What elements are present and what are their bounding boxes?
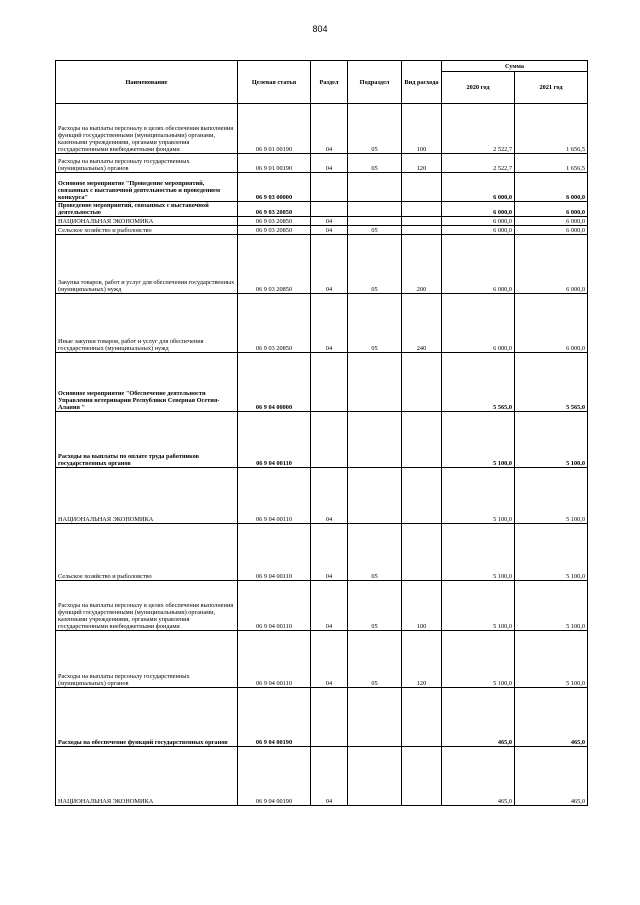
cell-2020: 5 100,0 [442, 412, 515, 468]
cell-kind [402, 217, 442, 226]
cell-name: Расходы на выплаты персоналу государственных (муниципальных) органов [56, 631, 238, 688]
table-row [56, 412, 588, 468]
cell-2020: 6 000,0 [442, 217, 515, 226]
cell-section: 04 [311, 581, 348, 631]
header-year-2020: 2020 год [442, 72, 515, 104]
header-subsection: Подраздел [348, 61, 402, 104]
cell-2021: 6 000,0 [515, 294, 588, 353]
header-section: Раздел [311, 61, 348, 104]
header-year-2021: 2021 год [515, 72, 588, 104]
cell-section: 04 [311, 154, 348, 173]
cell-section: 04 [311, 226, 348, 235]
cell-2021: 5 100,0 [515, 524, 588, 581]
cell-section [311, 412, 348, 468]
cell-code: 06 9 04 00110 [238, 581, 311, 631]
cell-code: 06 9 04 00000 [238, 353, 311, 412]
table-row [56, 217, 588, 226]
cell-kind [402, 412, 442, 468]
cell-2020: 6 000,0 [442, 173, 515, 202]
table-body [56, 104, 588, 806]
table-row [56, 154, 588, 173]
cell-2020: 5 100,0 [442, 468, 515, 524]
cell-name: Расходы на выплаты персоналу государственных (муниципальных) органов [56, 154, 238, 173]
cell-kind: 200 [402, 235, 442, 294]
cell-2020: 5 100,0 [442, 524, 515, 581]
header-name: Наименование [56, 61, 238, 104]
cell-name: НАЦИОНАЛЬНАЯ ЭКОНОМИКА [56, 217, 238, 226]
cell-section: 04 [311, 104, 348, 154]
cell-2021: 6 000,0 [515, 226, 588, 235]
cell-code: 06 9 04 00110 [238, 631, 311, 688]
cell-subsection: 05 [348, 235, 402, 294]
table-row [56, 104, 588, 154]
cell-subsection [348, 173, 402, 202]
cell-section: 04 [311, 217, 348, 226]
cell-kind [402, 468, 442, 524]
cell-2021: 6 000,0 [515, 202, 588, 217]
cell-2020: 465,0 [442, 688, 515, 747]
table-row [56, 581, 588, 631]
cell-name: Закупка товаров, работ и услуг для обеспечения государственных (муниципальных) нужд [56, 235, 238, 294]
cell-code: 06 9 04 00110 [238, 412, 311, 468]
cell-name: Расходы на обеспечение функций государственных органов [56, 688, 238, 747]
cell-2020: 5 100,0 [442, 631, 515, 688]
cell-kind: 100 [402, 581, 442, 631]
cell-code: 06 9 04 00110 [238, 468, 311, 524]
cell-subsection [348, 468, 402, 524]
cell-subsection [348, 412, 402, 468]
cell-section: 04 [311, 524, 348, 581]
table-row [56, 294, 588, 353]
cell-2020: 465,0 [442, 747, 515, 806]
cell-2020: 6 000,0 [442, 294, 515, 353]
cell-2021: 1 656,5 [515, 154, 588, 173]
cell-subsection [348, 747, 402, 806]
table-row [56, 235, 588, 294]
cell-section [311, 173, 348, 202]
cell-section [311, 202, 348, 217]
cell-2020: 2 522,7 [442, 104, 515, 154]
cell-section [311, 688, 348, 747]
cell-2021: 1 656,5 [515, 104, 588, 154]
cell-section: 04 [311, 468, 348, 524]
cell-name: Расходы на выплаты персоналу в целях обеспечения выполнения функций государственными (муниципальными) органами, казенными учреждениями, органами управления государственными внебюджетными фондами [56, 581, 238, 631]
cell-name: Проведение мероприятий, связанных с выставочной деятельностью [56, 202, 238, 217]
cell-name: Расходы на выплаты персоналу в целях обеспечения выполнения функций государственными (муниципальными) органами, казенными учреждениями, органами управления государственными внебюджетными фондами [56, 104, 238, 154]
cell-code: 06 9 03 20850 [238, 202, 311, 217]
cell-name: Иные закупки товаров, работ и услуг для обеспечения государственных (муниципальных) нужд [56, 294, 238, 353]
cell-2021: 6 000,0 [515, 235, 588, 294]
cell-2021: 5 100,0 [515, 412, 588, 468]
cell-kind: 240 [402, 294, 442, 353]
cell-2020: 6 000,0 [442, 226, 515, 235]
cell-name: НАЦИОНАЛЬНАЯ ЭКОНОМИКА [56, 468, 238, 524]
cell-2021: 465,0 [515, 747, 588, 806]
cell-2021: 6 000,0 [515, 217, 588, 226]
table-row [56, 468, 588, 524]
cell-subsection [348, 202, 402, 217]
cell-code: 06 9 01 00190 [238, 154, 311, 173]
cell-2021: 5 100,0 [515, 468, 588, 524]
cell-kind [402, 173, 442, 202]
cell-kind [402, 747, 442, 806]
cell-2020: 2 522,7 [442, 154, 515, 173]
cell-code: 06 9 04 00110 [238, 524, 311, 581]
cell-kind [402, 202, 442, 217]
cell-name: Расходы на выплаты по оплате труда работников государственных органов [56, 412, 238, 468]
table-row [56, 202, 588, 217]
cell-subsection: 05 [348, 294, 402, 353]
page-number: 804 [312, 24, 328, 34]
cell-section: 04 [311, 747, 348, 806]
cell-subsection: 05 [348, 631, 402, 688]
cell-code: 06 9 03 20850 [238, 294, 311, 353]
cell-2021: 6 000,0 [515, 173, 588, 202]
cell-2021: 5 100,0 [515, 581, 588, 631]
cell-code: 06 9 04 00190 [238, 688, 311, 747]
cell-section: 04 [311, 235, 348, 294]
cell-2020: 5 565,0 [442, 353, 515, 412]
cell-subsection [348, 217, 402, 226]
cell-2021: 5 100,0 [515, 631, 588, 688]
cell-section: 04 [311, 294, 348, 353]
table-row [56, 631, 588, 688]
header-kind: Вид расхода [402, 61, 442, 104]
cell-name: Основное мероприятие "Проведение мероприятий, связанных с выставочной деятельностью и проведением конкурса" [56, 173, 238, 202]
cell-2020: 5 100,0 [442, 581, 515, 631]
cell-code: 06 9 03 20850 [238, 226, 311, 235]
cell-kind [402, 353, 442, 412]
cell-subsection: 05 [348, 226, 402, 235]
cell-code: 06 9 04 00190 [238, 747, 311, 806]
budget-table [55, 60, 588, 806]
header-sum: Сумма [442, 61, 588, 72]
cell-code: 06 9 01 00190 [238, 104, 311, 154]
cell-section: 04 [311, 631, 348, 688]
cell-code: 06 9 03 20850 [238, 235, 311, 294]
cell-kind: 120 [402, 631, 442, 688]
cell-name: Основное мероприятие "Обеспечение деятельности Управления ветеринарии Республики Северная Осетия-Алания " [56, 353, 238, 412]
table-row [56, 688, 588, 747]
cell-name: Сельское хозяйство и рыболовство [56, 524, 238, 581]
cell-name: Сельское хозяйство и рыболовство [56, 226, 238, 235]
cell-subsection: 05 [348, 581, 402, 631]
table-row [56, 524, 588, 581]
cell-name: НАЦИОНАЛЬНАЯ ЭКОНОМИКА [56, 747, 238, 806]
cell-subsection: 05 [348, 154, 402, 173]
table-row [56, 353, 588, 412]
cell-2021: 465,0 [515, 688, 588, 747]
cell-code: 06 9 03 00000 [238, 173, 311, 202]
cell-subsection [348, 353, 402, 412]
cell-kind: 100 [402, 104, 442, 154]
cell-kind: 120 [402, 154, 442, 173]
cell-kind [402, 688, 442, 747]
cell-code: 06 9 03 20850 [238, 217, 311, 226]
cell-2020: 6 000,0 [442, 202, 515, 217]
cell-2020: 6 000,0 [442, 235, 515, 294]
cell-subsection [348, 688, 402, 747]
cell-kind [402, 226, 442, 235]
header-code: Целевая статья [238, 61, 311, 104]
cell-2021: 5 565,0 [515, 353, 588, 412]
table-row [56, 226, 588, 235]
cell-subsection: 05 [348, 104, 402, 154]
table-row [56, 747, 588, 806]
cell-subsection: 05 [348, 524, 402, 581]
cell-section [311, 353, 348, 412]
cell-kind [402, 524, 442, 581]
table-row [56, 173, 588, 202]
